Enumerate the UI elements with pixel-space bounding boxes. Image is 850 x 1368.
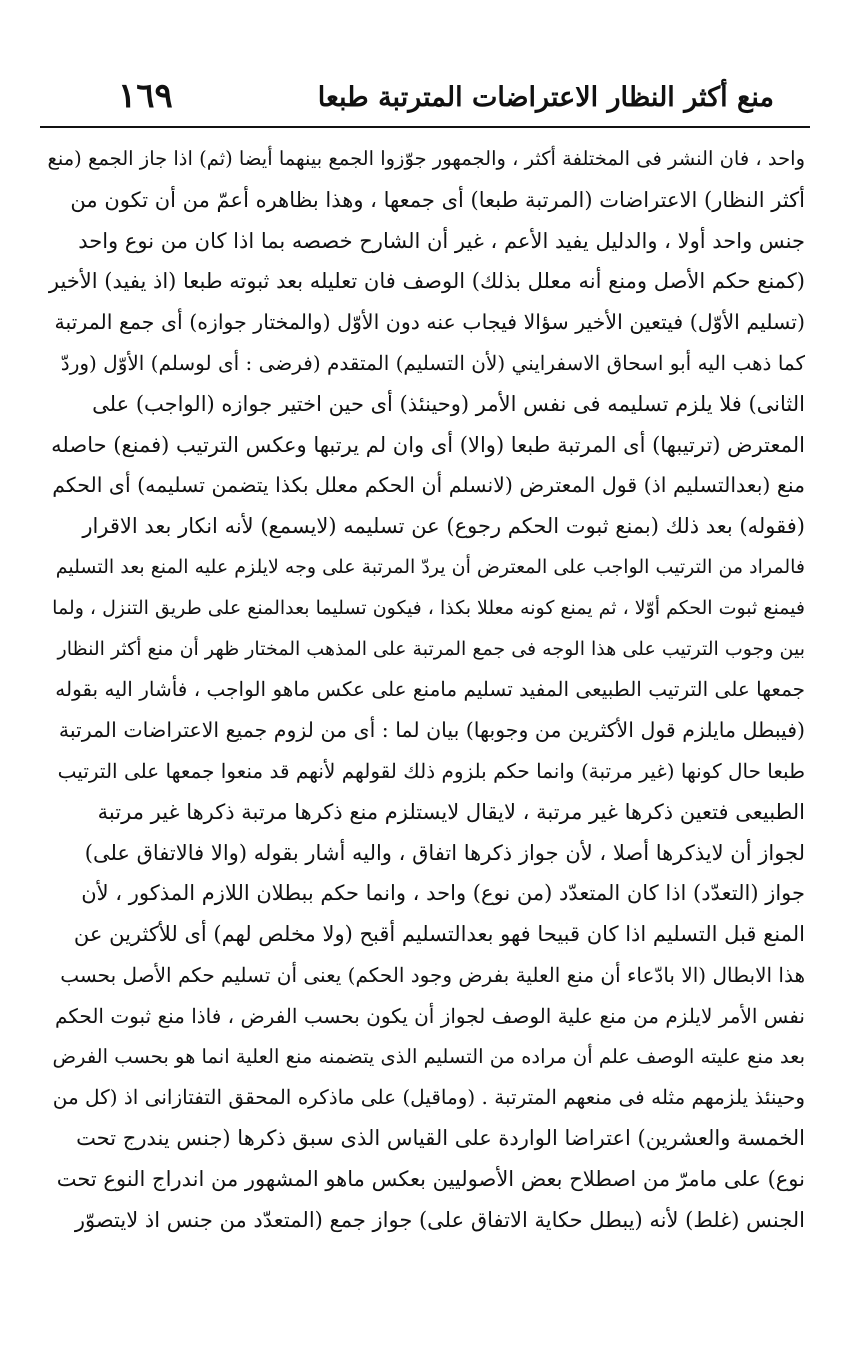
- text-line: المعترض (ترتيبها) أى المرتبة طبعا (والا) أى وان لم يرتبها وعكس الترتيب (فمنع) حاصله: [51, 432, 805, 457]
- text-line: نفس الأمر لايلزم من منع علية الوصف لجواز أن يكون بحسب الفرض ، فاذا منع ثبوت الحكم: [55, 1003, 805, 1028]
- page-number: ١٦٩: [118, 76, 173, 116]
- text-line: أكثر النظار) الاعتراضات (المرتبة طبعا) أى جمعها ، وهذا بظاهره أعمّ من أن تكون من: [70, 187, 805, 212]
- text-line: (كمنع حكم الأصل ومنع أنه معلل بذلك) الوصف فان تعليله بعد ثبوته طبعا (اذ يفيد) الأخير: [48, 269, 805, 294]
- text-line: هذا الابطال (الا بادّعاء أن منع العلية بفرض وجود الحكم) يعنى أن تسليم حكم الأصل بحسب: [60, 962, 805, 987]
- text-line: طبعا حال كونها (غير مرتبة) وانما حكم بلزوم ذلك لقولهم لأنهم قد منعوا جمعها على الترتيب: [57, 758, 805, 783]
- text-line: (فيبطل مايلزم قول الأكثرين من وجوبها) بيان لما : أى من لزوم جميع الاعتراضات المرتبة: [58, 718, 805, 743]
- text-line: المنع قبل التسليم اذا كان قبيحا فهو بعدالتسليم أقبح (ولا مخلص لهم) أى للأكثرين عن: [73, 922, 805, 947]
- body-text: [45, 139, 805, 1241]
- text-line: فيمنع ثبوت الحكم أوّلا ، ثم يمنع كونه معللا بكذا ، فيكون تسليما بعدالمنع على طريق التنزل ، ولما: [52, 596, 805, 619]
- text-line: وحينئذ يلزمهم مثله فى منعهم المترتبة . (وماقيل) على ماذكره المحقق التفتازانى اذ (كل من: [52, 1085, 805, 1110]
- text-line: منع (بعدالتسليم اذ) قول المعترض (لانسلم أن الحكم معلل بكذا يتضمن تسليمه) أى الحكم: [52, 473, 805, 498]
- text-line: الثانى) فلا يلزم تسليمه فى نفس الأمر (وحينئذ) أى حين اختير جوازه (الواجب) على: [92, 391, 805, 416]
- text-line: كما ذهب اليه أبو اسحاق الاسفرايني (لأن التسليم) المتقدم (فرضى : أى لوسلم) الأوّل (وردّ: [60, 350, 805, 375]
- running-title: منع أكثر النظار الاعتراضات المترتبة طبعا: [317, 82, 774, 113]
- text-line: (تسليم الأوّل) فيتعين الأخير سؤالا فيجاب عنه دون الأوّل (والمختار جوازه) أى جمع المرتبة: [54, 310, 805, 335]
- text-line: نوع) على مامرّ من اصطلاح بعض الأصوليين بعكس ماهو المشهور من اندراج النوع تحت: [56, 1166, 805, 1191]
- text-line: (فقوله) بعد ذلك (بمنع ثبوت الحكم رجوع) عن تسليمه (لايسمع) لأنه انكار بعد الاقرار: [82, 514, 805, 539]
- text-line: جنس واحد أولا ، والدليل يفيد الأعم ، غير أن الشارح خصصه بما اذا كان من نوع واحد: [78, 228, 805, 253]
- text-line: الخمسة والعشرين) اعتراضا الواردة على القياس الذى سبق ذكرها (جنس يندرج تحت: [76, 1126, 805, 1151]
- page-header: [40, 78, 810, 128]
- text-line: الجنس (غلط) لأنه (يبطل حكاية الاتفاق على) جواز جمع (المتعدّد من جنس اذ لايتصوّر: [74, 1207, 805, 1232]
- text-line: لجواز أن لايذكرها أصلا ، لأن جواز ذكرها اتفاق ، واليه أشار بقوله (والا فالاتفاق على): [84, 840, 805, 865]
- text-line: جمعها على الترتيب الطبيعى المفيد تسليم مامنع على عكس ماهو الواجب ، فأشار اليه بقوله: [55, 677, 805, 702]
- text-line: بعد منع عليته الوصف علم أن مراده من التسليم الذى يتضمنه منع العلية انما هو بحسب الفرض: [52, 1044, 805, 1068]
- text-line: فالمراد من الترتيب الواجب على المعترض أن يردّ المرتبة على وجه لايلزم عليه المنع بعد التسليم: [55, 555, 805, 578]
- text-line: جواز (التعدّد) اذا كان المتعدّد (من نوع) واحد ، وانما حكم ببطلان اللازم المذكور ، لأن: [81, 881, 805, 906]
- text-line: واحد ، فان النشر فى المختلفة أكثر ، والجمهور جوّزوا الجمع بينهما أيضا (ثم) اذا جاز الجمع (منع: [47, 147, 805, 170]
- text-line: بين وجوب الترتيب على هذا الوجه فى جمع المرتبة على المذهب المختار ظهر أن منع أكثر النظار: [57, 637, 805, 660]
- text-line: الطبيعى فتعين ذكرها غير مرتبة ، لايقال لايستلزم منع ذكرها مرتبة ذكرها غير مرتبة: [97, 799, 805, 824]
